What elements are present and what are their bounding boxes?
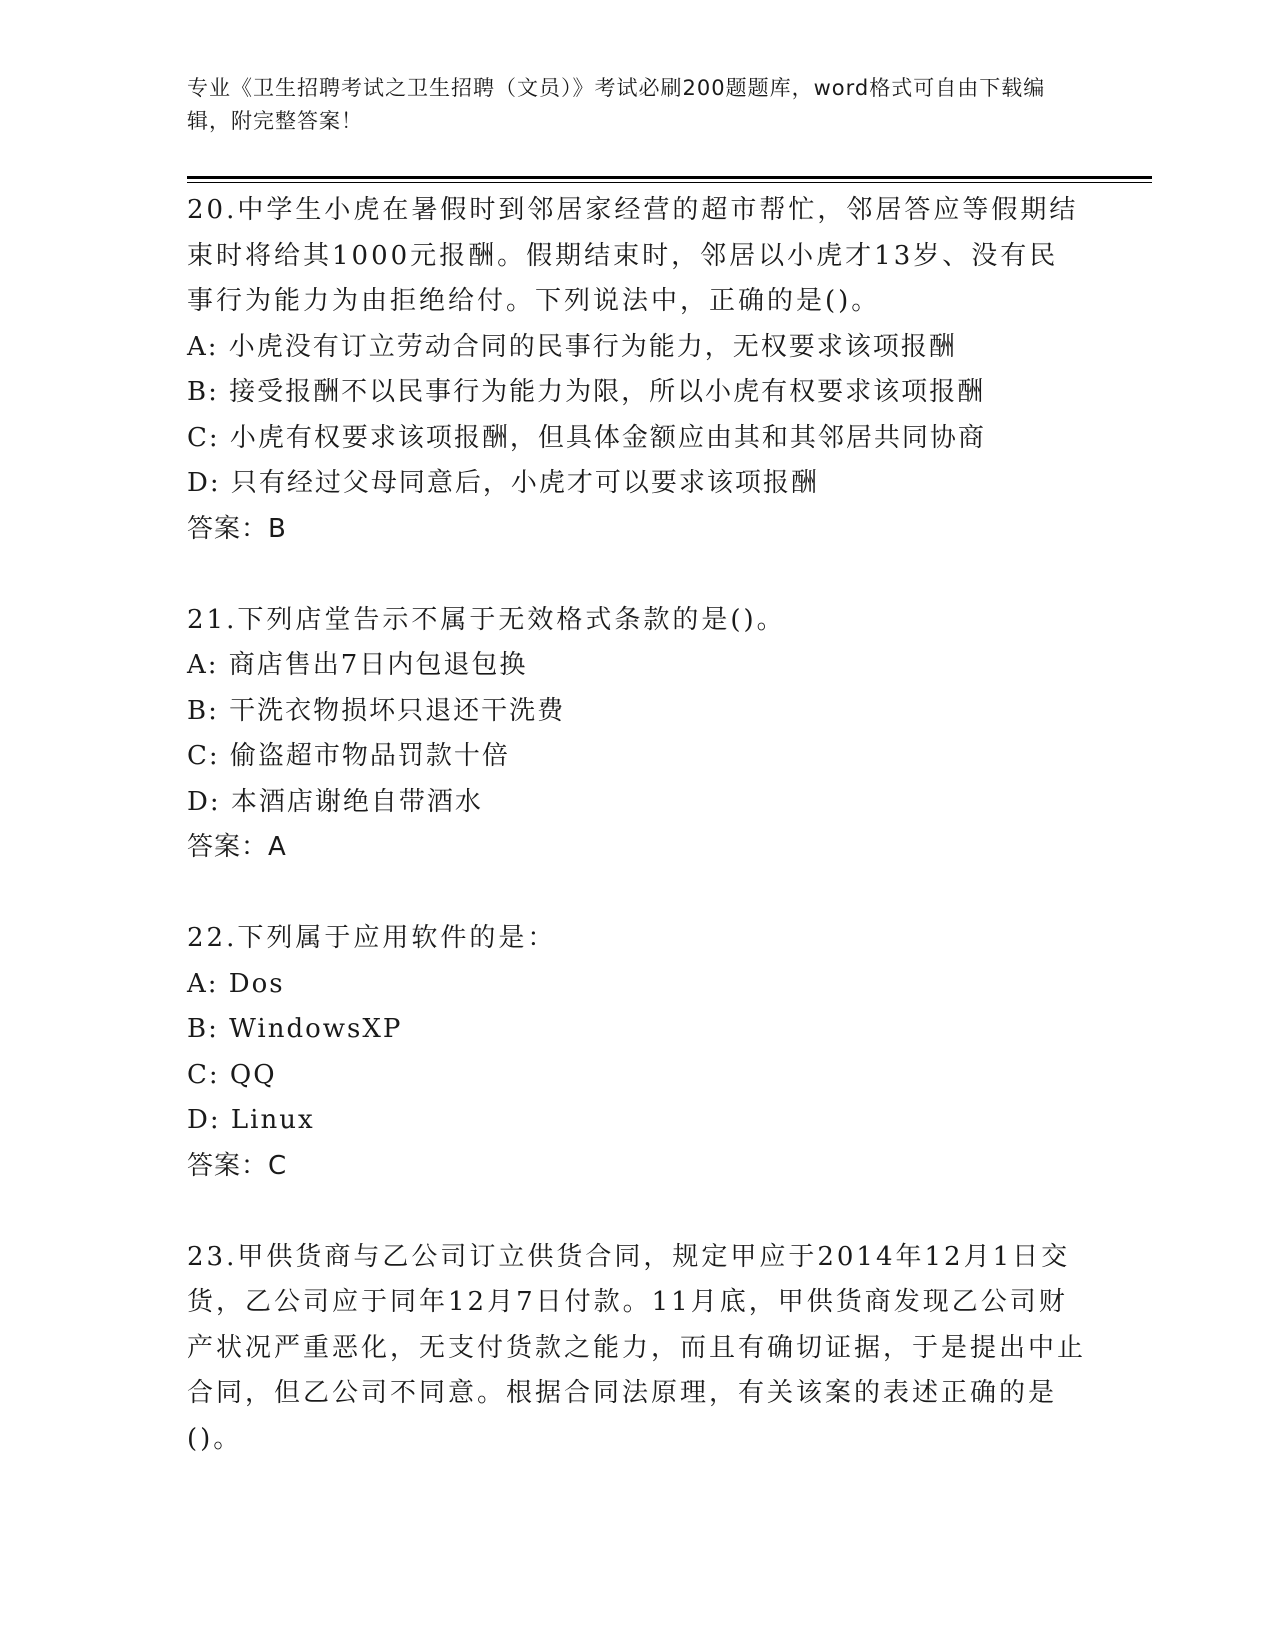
question-22 [187,916,1087,1189]
document-header: 专业《卫生招聘考试之卫生招聘（文员）》考试必刷200题题库，word格式可自由下载编辑，附完整答案！ [187,76,1046,133]
option-d: D: Linux [187,1105,315,1135]
question-stem: 22.下列属于应用软件的是： [187,923,557,953]
header-divider-thick [187,176,1152,179]
answer-label: 答案：B [187,513,287,544]
option-a: A: 商店售出7日内包退包换 [187,650,528,680]
question-21 [187,598,1087,871]
question-20 [187,188,1087,552]
header-divider-thin [187,182,1152,183]
question-list [187,188,1087,1508]
option-b: B: 干洗衣物损坏只退还干洗费 [187,695,566,726]
question-stem: 23.甲供货商与乙公司订立供货合同，规定甲应于2014年12月1日交货，乙公司应于同年12月7日付款。11月底，甲供货商发现乙公司财产状况严重恶化，无支付货款之能力，而且有确切证据，于是提出中止合同，但乙公司不同意。根据合同法原理，有关该案的表述正确的是()。 [187,1241,1087,1454]
question-stem: 21.下列店堂告示不属于无效格式条款的是()。 [187,604,786,635]
option-d: D: 只有经过父母同意后，小虎才可以要求该项报酬 [187,468,819,498]
answer-label: 答案：A [187,832,287,862]
option-a: A: 小虎没有订立劳动合同的民事行为能力，无权要求该项报酬 [187,331,957,362]
option-b: B: WindowsXP [187,1014,403,1044]
option-a: A: Dos [187,968,285,999]
option-c: C: 偷盗超市物品罚款十倍 [187,741,510,771]
option-b: B: 接受报酬不以民事行为能力为限，所以小虎有权要求该项报酬 [187,377,986,407]
question-stem: 20.中学生小虎在暑假时到邻居家经营的超市帮忙，邻居答应等假期结束时将给其1000元报酬。假期结束时，邻居以小虎才13岁、没有民事行为能力为由拒绝给付。下列说法中，正确的是()。 [187,195,1079,316]
option-c: C: 小虎有权要求该项报酬，但具体金额应由其和其邻居共同协商 [187,422,986,453]
option-c: C: QQ [187,1059,277,1090]
answer-label: 答案：C [187,1150,288,1181]
question-23 [187,1235,1087,1463]
option-d: D: 本酒店谢绝自带酒水 [187,786,483,817]
